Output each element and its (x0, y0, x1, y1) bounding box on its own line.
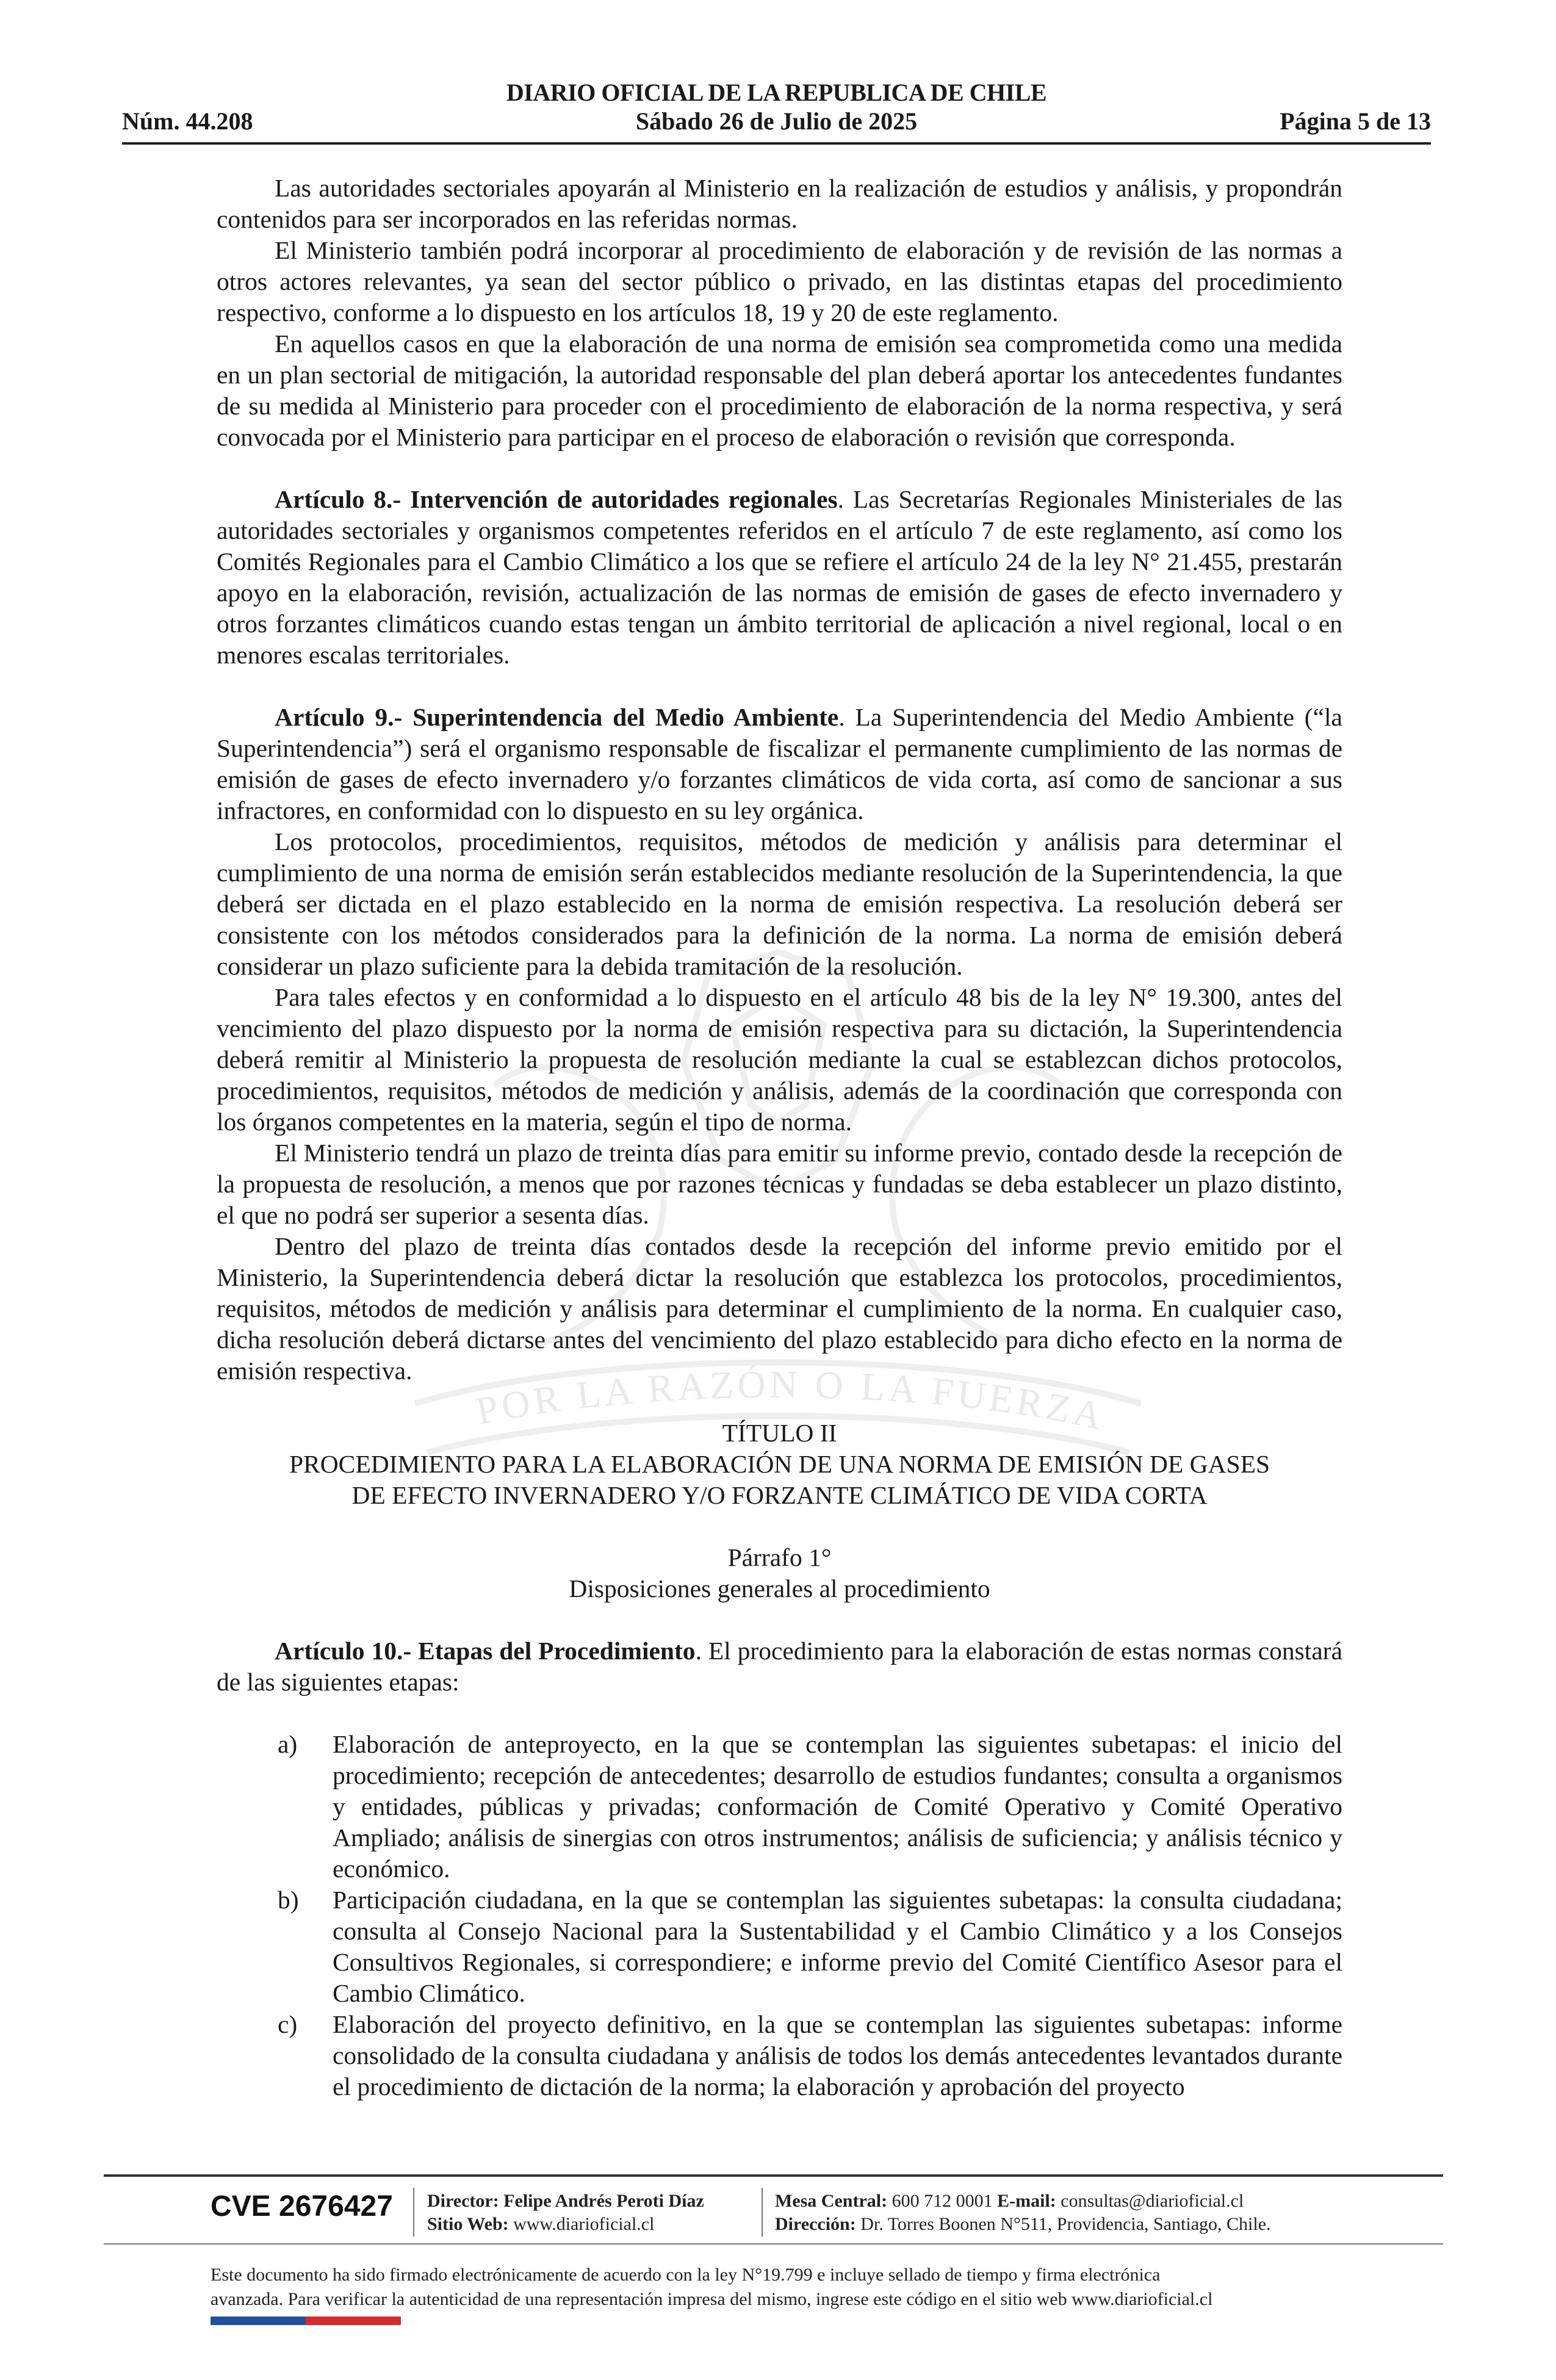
email-link[interactable]: consultas@diarioficial.cl (1061, 2191, 1244, 2211)
issue-date: Sábado 26 de Julio de 2025 (635, 107, 918, 135)
list-marker: c) (278, 2010, 298, 2038)
paragraph-heading: Párrafo 1° (727, 1543, 832, 1571)
newspaper-title: DIARIO OFICIAL DE LA REPUBLICA DE CHILE (506, 79, 1047, 106)
paragraph: En aquellos casos en que la elaboración de una norma de emisión sea comprometida como una medida en un plan sectorial de mitigación, la autoridad responsable del plan deberá aportar los antecedentes fundantes de su medida al Ministerio para proceder con el procedimiento de elaboración de la norma respectiva, y será convocada por el Ministerio para participar en el proceso de elaboración o revisión que corresponda. (217, 330, 1342, 451)
list-item (217, 2009, 1342, 2102)
article-heading: Artículo 10.- Etapas del Procedimiento (275, 1637, 696, 1665)
footer-divider (104, 2174, 1443, 2177)
list-item-text: Elaboración de anteproyecto, en la que se contemplan las siguientes subetapas: el inicio del procedimiento; recepción de antecedentes; desarrollo de estudios fundantes; consulta a organismos y entidades, públicas y privadas; conformación de Comité Operativo y Comité Operativo Ampliado; análisis de sinergias con otros instrumentos; análisis de suficiencia; y análisis técnico y económico. (333, 1730, 1342, 1883)
email-label: E-mail: (997, 2191, 1056, 2211)
signature-notice (211, 2263, 1358, 2312)
list-item-text: Elaboración del proyecto definitivo, en la que se contemplan las siguientes subetapas: informe consolidado de la consulta ciudadana y análisis de todos los demás antecedentes levantados durante el procedimiento de dictación de la norma; la elaboración y aprobación del proyecto (333, 2010, 1342, 2101)
website-link[interactable]: www.diarioficial.cl (513, 2214, 655, 2234)
list-item (217, 1884, 1342, 2009)
flag-color-bar (211, 2317, 401, 2325)
paragraph: Las autoridades sectoriales apoyarán al Ministerio en la realización de estudios y análisis, y propondrán contenidos para ser incorporados en las referidas normas. (217, 174, 1342, 233)
article-text: . Las Secretarías Regionales Ministeriales de las autoridades sectoriales y organismos competentes referidos en el artículo 7 de este reglamento, así como los Comités Regionales para el Cambio Climático a los que se refiere el artículo 24 de la ley N° 21.455, prestarán apoyo en la elaboración, revisión, actualización de las normas de emisión de gases de efecto invernadero y otros forzantes climáticos cuando estas tengan un ámbito territorial de aplicación a nivel regional, local o en menores escalas territoriales. (217, 485, 1342, 669)
phone-label: Mesa Central: (775, 2191, 888, 2211)
cve-code: CVE 2676427 (211, 2190, 393, 2223)
article-text: . La Superintendencia del Medio Ambiente (“la Superintendencia”) será el organismo responsable de fiscalizar el permanente cumplimiento de las normas de emisión de gases de efecto invernadero y/o forzantes climáticos de vida corta, así como de sancionar a sus infractores, en conformidad con lo dispuesto en su ley orgánica. (217, 703, 1342, 824)
notice-line: avanzada. Para verificar la autenticidad de una representación impresa del mismo, ingrese este código en el sitio web www.diarioficial.cl (211, 2289, 1213, 2309)
article-8 (217, 484, 1342, 671)
list-marker: b) (278, 1886, 299, 1914)
article-text: . El procedimiento para la elaboración de estas normas constará de las siguientes etapas: (217, 1637, 1342, 1696)
footer-contact-block (775, 2190, 1271, 2236)
title-subheading: PROCEDIMIENTO PARA LA ELABORACIÓN DE UNA NORMA DE EMISIÓN DE GASES (289, 1450, 1270, 1478)
article-10 (217, 1635, 1342, 1698)
list-item (217, 1729, 1342, 1884)
phone-value: 600 712 0001 (891, 2191, 993, 2211)
director-label: Director: (427, 2191, 499, 2211)
paragraph: Para tales efectos y en conformidad a lo dispuesto en el artículo 48 bis de la ley N° 19.300, antes del vencimiento del plazo dispuesto por la norma de emisión respectiva para su dictación, la Superintendencia deberá remitir al Ministerio la propuesta de resolución mediante la cual se establezcan dichos protocolos, procedimientos, requisitos, métodos de medición y análisis, además de la coordinación que corresponda con los órganos competentes en la materia, según el tipo de norma. (217, 983, 1342, 1136)
address-value: Dr. Torres Boonen N°511, Providencia, Santiago, Chile. (860, 2214, 1271, 2234)
notice-line: Este documento ha sido firmado electrónicamente de acuerdo con la ley N°19.799 e incluye sellado de tiempo y firma electrónica (211, 2265, 1161, 2285)
article-heading: Artículo 9.- Superintendencia del Medio Ambiente (275, 703, 839, 731)
flag-segment (258, 2317, 306, 2325)
header-divider (122, 142, 1431, 145)
title-heading: TÍTULO II (722, 1419, 837, 1447)
website-label: Sitio Web: (427, 2214, 509, 2234)
paragraph: El Ministerio también podrá incorporar al procedimiento de elaboración y de revisión de las normas a otros actores relevantes, ya sean del sector público o privado, en las distintas etapas del procedimiento respectivo, conforme a lo dispuesto en los artículos 18, 19 y 20 de este reglamento. (217, 236, 1342, 326)
flag-segment (306, 2317, 353, 2325)
paragraph: Dentro del plazo de treinta días contados desde la recepción del informe previo emitido por el Ministerio, la Superintendencia deberá dictar la resolución que establezca los protocolos, procedimientos, requisitos, métodos de medición y análisis para determinar el cumplimiento de la norma. En cualquier caso, dicha resolución deberá dictarse antes del vencimiento del plazo establecido para dicho efecto en la norma de emisión respectiva. (217, 1232, 1342, 1385)
flag-segment (211, 2317, 258, 2325)
page-number: Página 5 de 13 (1280, 107, 1431, 135)
list-marker: a) (278, 1730, 298, 1758)
issue-number: Núm. 44.208 (122, 107, 253, 135)
address-label: Dirección: (775, 2214, 856, 2234)
article-heading: Artículo 8.- Intervención de autoridades regionales (275, 485, 838, 513)
paragraph: El Ministerio tendrá un plazo de treinta días para emitir su informe previo, contado desde la recepción de la propuesta de resolución, a menos que por razones técnicas y fundadas se deba establecer un plazo distinto, el que no podrá ser superior a sesenta días. (217, 1139, 1342, 1229)
list-item-text: Participación ciudadana, en la que se contemplan las siguientes subetapas: la consulta ciudadana; consulta al Consejo Nacional para la Sustentabilidad y el Cambio Climático y a los Consejos Consultivos Regionales, si correspondiere; e informe previo del Comité Científico Asesor para el Cambio Climático. (333, 1886, 1342, 2007)
watermark-motto: POR LA RAZÓN O LA FUERZA (472, 1362, 1110, 1439)
director-name: Felipe Andrés Peroti Díaz (503, 2191, 704, 2211)
footer-director-block (427, 2190, 704, 2236)
paragraph-subheading: Disposiciones generales al procedimiento (569, 1574, 990, 1603)
flag-segment (353, 2317, 401, 2325)
page-header (122, 73, 1431, 146)
title-subheading: DE EFECTO INVERNADERO Y/O FORZANTE CLIMÁTICO DE VIDA CORTA (351, 1481, 1208, 1509)
footer-separator (413, 2188, 414, 2237)
footer-divider (104, 2243, 1443, 2245)
document-body (217, 173, 1342, 2102)
footer-separator (762, 2188, 763, 2237)
article-9 (217, 702, 1342, 826)
paragraph: Los protocolos, procedimientos, requisitos, métodos de medición y análisis para determinar el cumplimiento de una norma de emisión serán establecidos mediante resolución de la Superintendencia, la que deberá ser dictada en el plazo establecido en la norma de emisión respectiva. La resolución deberá ser consistente con los métodos considerados para la definición de la norma. La norma de emisión deberá considerar un plazo suficiente para la debida tramitación de la resolución. (217, 828, 1342, 980)
stages-list (217, 1729, 1342, 2102)
